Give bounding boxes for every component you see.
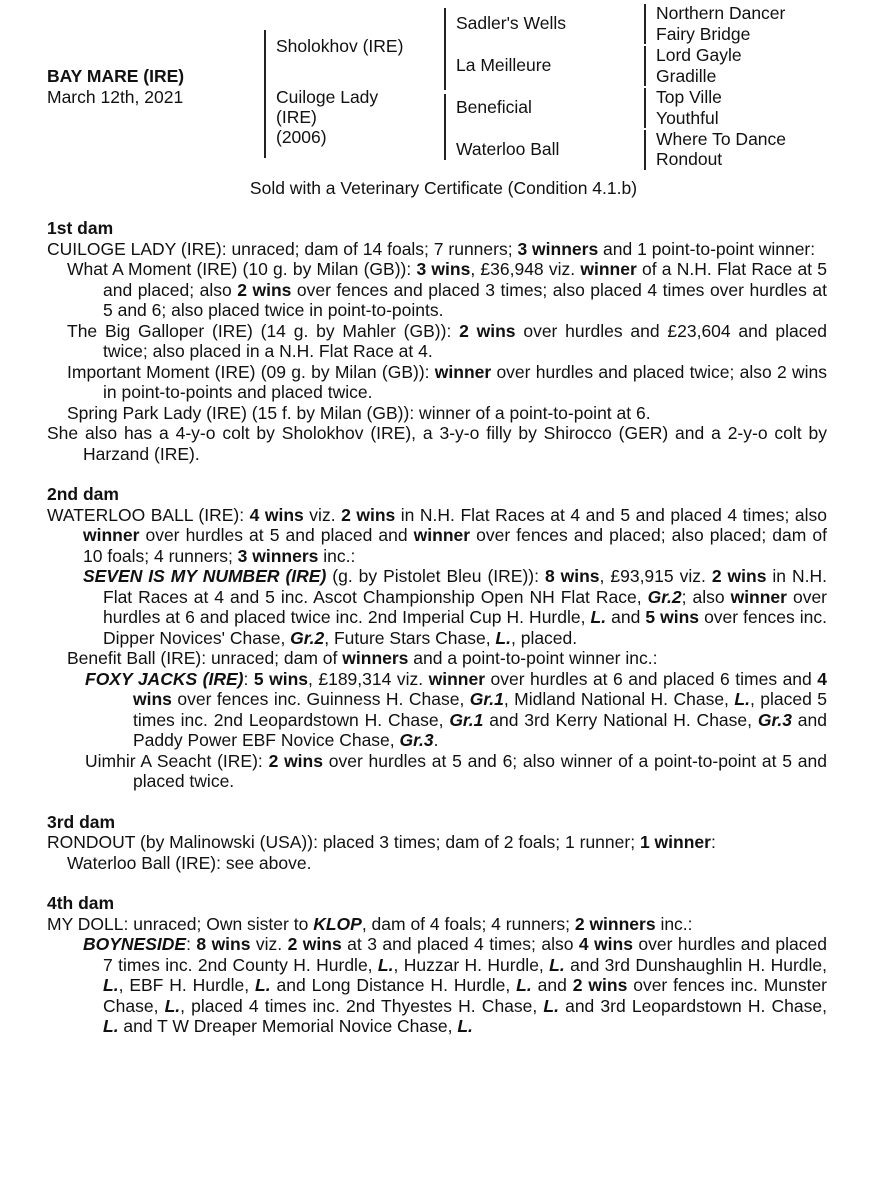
produce-entry [47,321,827,362]
record-text: : [710,832,716,852]
record-text: and [531,975,573,995]
emphasis-text: 2 winners [574,913,656,934]
emphasis-text: BOYNESIDE [83,934,187,954]
record-text: inc.: [318,545,356,566]
record-text: What A Moment (IRE) (10 g. by Milan (GB)): [67,259,417,279]
ancestor-name: Where To Dance [656,129,787,149]
record-text: in N.H. Flat Races at 4 and 5 inc. Ascot Championship Open NH Flat Race, [103,566,827,607]
record-text: at 3 and placed 4 times; also [341,934,579,954]
dam-sire: Beneficial [456,97,532,117]
dam-summary [47,505,827,567]
dam-section [47,812,827,874]
pedigree-divider [644,46,646,86]
pedigree-table [0,0,887,200]
emphasis-text: 2 wins [341,504,396,525]
record-text: over fences inc. Dipper Novices' Chase, [103,607,827,648]
ancestor-name: Gradille [656,66,717,86]
record-text: WATERLOO BALL (IRE): [47,504,250,525]
produce-entry [47,751,827,792]
dam-dam: Waterloo Ball [456,139,560,159]
record-text: and a point-to-point winner inc.: [408,648,658,668]
produce-entry [47,853,827,874]
record-text: and 1 point-to-point winner: [598,238,816,259]
emphasis-text: L. [734,689,750,709]
ancestor-name: Top Ville [656,87,722,107]
record-text: and 3rd Kerry National H. Chase, [483,709,758,730]
record-text: , £93,915 viz. [599,566,712,586]
produce-record [47,218,827,1057]
record-text: and 3rd Leopardstown H. Chase, [558,995,827,1016]
record-text: RONDOUT (by Malinowski (USA)): placed 3 times; dam of 2 foals; 1 runner; [47,832,640,852]
record-text: , dam of 4 foals; 4 runners; [361,913,575,934]
pedigree-divider [264,30,266,158]
record-text: The Big Galloper (IRE) (14 g. by Mahler (GB)): [67,320,460,341]
emphasis-text: 3 wins [416,259,471,279]
record-text: , placed 5 times inc. 2nd Leopardstown H. Chase, [133,689,827,730]
emphasis-text: L. [103,975,119,995]
pedigree-divider [644,130,646,170]
record-text: , Future Stars Chase, [324,627,496,648]
emphasis-text: winner [83,525,140,545]
record-text: , £36,948 viz. [470,259,581,279]
emphasis-text: 2 wins [237,279,292,300]
record-text: over hurdles at 6 and placed twice inc. 2nd Imperial Cup H. Hurdle, [103,586,828,627]
emphasis-text: 2 wins [268,750,323,771]
emphasis-text: 4 wins [578,934,633,954]
produce-entry [47,648,827,669]
record-text: Uimhir A Seacht (IRE): [85,750,269,771]
horse-name: BAY MARE (IRE) [47,66,185,86]
emphasis-text: 2 wins [711,566,767,586]
emphasis-text: FOXY JACKS (IRE) [85,668,244,689]
record-text: of a N.H. Flat Race at 5 and placed; also [103,259,827,300]
pedigree-divider [644,88,646,128]
foaling-date: March 12th, 2021 [47,87,184,107]
record-text: . [433,730,439,750]
dam-summary [47,423,827,464]
record-text: ; also [681,586,731,607]
emphasis-text: 8 wins [196,934,251,954]
record-text: , Midland National H. Chase, [503,689,735,709]
record-text: over hurdles at 5 and 6; also winner of a point-to-point at 5 and placed twice. [133,750,827,791]
emphasis-text: 3 winners [517,238,599,259]
emphasis-text: L. [377,954,394,975]
record-text: MY DOLL: unraced; Own sister to [47,913,314,934]
pedigree-divider [644,4,646,44]
emphasis-text: 2 wins [572,975,628,995]
record-text: , EBF H. Hurdle, [118,975,256,995]
dam-heading: 1st dam [47,218,114,238]
record-text: and Long Distance H. Hurdle, [270,975,517,995]
record-text: and Paddy Power EBF Novice Chase, [133,709,827,750]
emphasis-text: winner [413,525,471,545]
record-text: Waterloo Ball (IRE): see above. [67,852,312,873]
emphasis-text: 5 wins [645,607,700,627]
emphasis-text: 8 wins [544,566,600,586]
emphasis-text: KLOP [313,913,362,934]
produce-entry [47,403,827,424]
pedigree-divider [444,8,446,90]
emphasis-text: 4 wins [249,504,304,525]
record-text: over hurdles at 5 and placed and [139,525,414,545]
record-text: and 3rd Dunshaughlin H. Hurdle, [564,954,828,975]
emphasis-text: L. [549,954,565,975]
record-text: over hurdles and placed twice; also 2 wins in point-to-points and placed twice. [103,361,827,402]
dam-summary [47,832,827,853]
emphasis-text: 3 winners [237,545,319,566]
emphasis-text: winner [730,586,787,607]
record-text: Important Moment (IRE) (09 g. by Milan (GB)): [67,361,435,382]
dam-name: Cuiloge Lady [276,87,379,107]
dam-summary [47,239,827,260]
emphasis-text: Gr.2 [647,586,682,607]
record-text: She also has a 4-y-o colt by Sholokhov (IRE), a 3-y-o filly by Shirocco (GER) and a 2-y-o colt by Harzand (IRE). [47,423,827,464]
record-text: over fences inc. Guinness H. Chase, [171,689,470,709]
produce-entry [47,362,827,403]
produce-entry [47,566,827,648]
record-text: Spring Park Lady (IRE) (15 f. by Milan (GB)): winner of a point-to-point at 6. [67,402,651,423]
emphasis-text: 4 wins [133,668,828,709]
dam-heading: 4th dam [47,893,115,913]
veterinary-note: Sold with a Veterinary Certificate (Condition 4.1.b) [249,178,638,198]
sire-name: Sholokhov (IRE) [276,36,404,56]
emphasis-text: 1 winner [639,832,711,852]
emphasis-text: SEVEN IS MY NUMBER (IRE) [83,566,327,586]
record-text: over fences inc. Munster Chase, [103,975,827,1016]
emphasis-text: winner [434,361,492,382]
dam-heading: 3rd dam [47,811,116,832]
emphasis-text: winner [580,259,637,279]
sire-dam: La Meilleure [456,55,552,75]
sire-sire: Sadler's Wells [456,13,566,33]
record-text: , Huzzar H. Hurdle, [393,954,550,975]
record-text: over hurdles at 6 and placed 6 times and [485,668,818,689]
record-text: over fences and placed; also placed; dam of 10 foals; 4 runners; [83,525,827,566]
ancestor-name: Fairy Bridge [656,24,751,44]
emphasis-text: Gr.3 [399,730,434,750]
record-text: and [606,607,646,627]
emphasis-text: L. [457,1016,473,1036]
record-text: (g. by Pistolet Bleu (IRE)): [326,566,545,586]
emphasis-text: Gr.3 [757,709,792,730]
emphasis-text: L. [164,995,181,1016]
dam-heading: 2nd dam [47,484,119,504]
record-text: Benefit Ball (IRE): unraced; dam of [67,648,343,668]
emphasis-text: L. [495,627,511,648]
produce-entry [47,259,827,321]
emphasis-text: 2 wins [287,934,342,954]
record-text: viz. [303,504,342,525]
ancestor-name: Youthful [656,108,719,128]
dam-country: (IRE) [276,107,317,127]
emphasis-text: 2 wins [459,320,516,341]
record-text: : [243,668,254,689]
emphasis-text: Gr.1 [449,709,484,730]
record-text: CUILOGE LADY (IRE): unraced; dam of 14 foals; 7 runners; [47,238,518,259]
dam-year: (2006) [276,127,327,147]
record-text: , placed. [510,627,578,648]
emphasis-text: winners [342,648,409,668]
emphasis-text: L. [516,975,532,995]
emphasis-text: Gr.1 [469,689,504,709]
record-text: and T W Dreaper Memorial Novice Chase, [118,1016,458,1036]
emphasis-text: Gr.2 [290,627,325,648]
produce-entry [47,669,827,751]
record-text: viz. [250,934,288,954]
record-text: over hurdles and placed 7 times inc. 2nd County H. Hurdle, [103,934,827,975]
emphasis-text: winner [428,668,486,689]
record-text: over hurdles and £23,604 and placed twice; also placed in a N.H. Flat Race at 4. [103,320,828,361]
record-text: , placed 4 times inc. 2nd Thyestes H. Chase, [180,995,544,1016]
record-text: inc.: [655,913,693,934]
record-text: over fences and placed 3 times; also placed 4 times over hurdles at 5 and 6; also placed twice in point-to-points. [103,279,827,320]
record-text: : [186,934,197,954]
dam-section [47,484,827,792]
emphasis-text: L. [543,995,559,1016]
pedigree-divider [444,94,446,160]
emphasis-text: L. [590,607,607,627]
emphasis-text: L. [103,1016,119,1036]
emphasis-text: 5 wins [253,668,308,689]
ancestor-name: Rondout [656,149,723,169]
emphasis-text: L. [255,975,271,995]
produce-entry [47,934,827,1037]
record-text: , £189,314 viz. [308,668,429,689]
dam-summary [47,914,827,935]
record-text: in N.H. Flat Races at 4 and 5 and placed 4 times; also [395,504,827,525]
dam-section [47,893,827,1037]
ancestor-name: Lord Gayle [656,45,742,65]
dam-section [47,218,827,464]
ancestor-name: Northern Dancer [656,3,786,23]
